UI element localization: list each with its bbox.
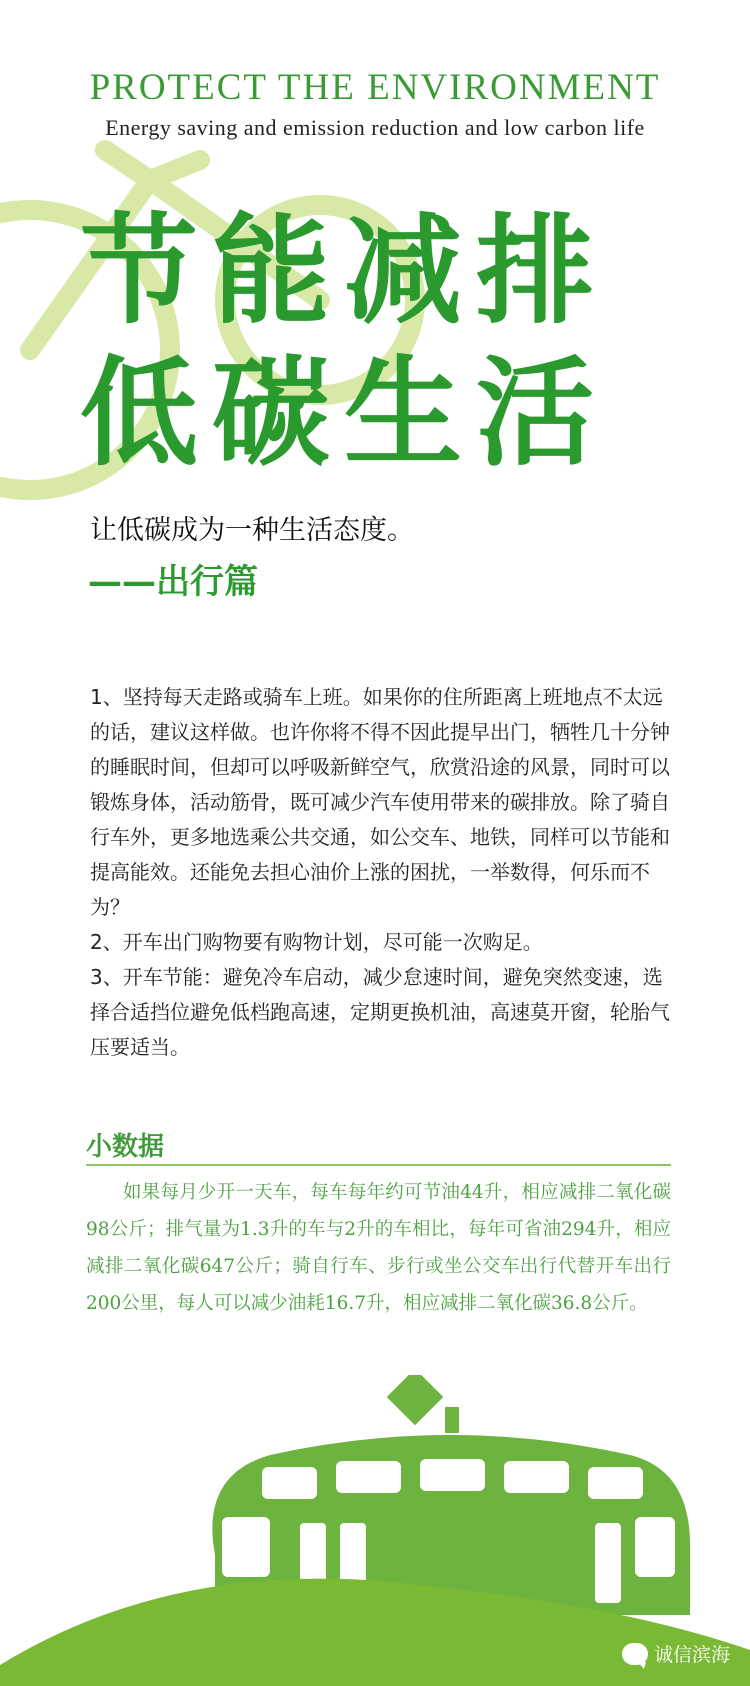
hero-title-line2: 低碳生活	[80, 344, 609, 482]
english-title: PROTECT THE ENVIRONMENT	[89, 67, 661, 108]
tram-pantograph-icon	[387, 1375, 444, 1425]
bicycle-handlebar	[105, 150, 200, 180]
watermark-text: 诚信滨海	[653, 1644, 730, 1666]
tip-item-2: 2、开车出门购物要有购物计划，尽可能一次购足。	[90, 930, 543, 954]
wechat-icon	[622, 1643, 648, 1665]
tip-item-1: 1、坚持每天走路或骑车上班。如果你的住所距离上班地点不太远的话，建议这样做。也许你将不得不因此提早出门，牺牲几十分钟的睡眠时间，但却可以呼吸新鲜空气，欣赏沿途的风景，同时可以锻炼身体，活动筋骨，既可减少汽车使用带来的碳排放。除了骑自行车外，更多地选乘公共交通，如公交车、地铁，同样可以节能和提高能效。还能免去担心油价上涨的困扰，一举数得，何乐而不为？	[90, 685, 670, 919]
tips-list	[90, 680, 675, 1065]
facts-text: 如果每月少开一天车，每车每年约可节油44升，相应减排二氧化碳98公斤；排气量为1.3升的车与2升的车相比，每年可省油294升，相应减排二氧化碳647公斤；骑自行车、步行或坐公交车出行代替开车出行200公里，每人可以减少油耗16.7升，相应减排二氧化碳36.8公斤。	[86, 1182, 671, 1314]
facts-divider	[86, 1164, 671, 1166]
facts-heading: 小数据	[86, 1132, 165, 1162]
section-title: ——出行篇	[88, 562, 258, 602]
english-subtitle: Energy saving and emission reduction and low carbon life	[105, 115, 645, 140]
hero-title-line1: 节能减排	[80, 202, 609, 340]
slogan: 让低碳成为一种生活态度。	[90, 515, 414, 546]
tip-item-3: 3、开车节能：避免冷车启动，减少怠速时间，避免突然变速，选择合适挡位避免低档跑高速，定期更换机油，高速莫开窗，轮胎气压要适当。	[90, 965, 670, 1059]
watermark	[622, 1640, 730, 1667]
